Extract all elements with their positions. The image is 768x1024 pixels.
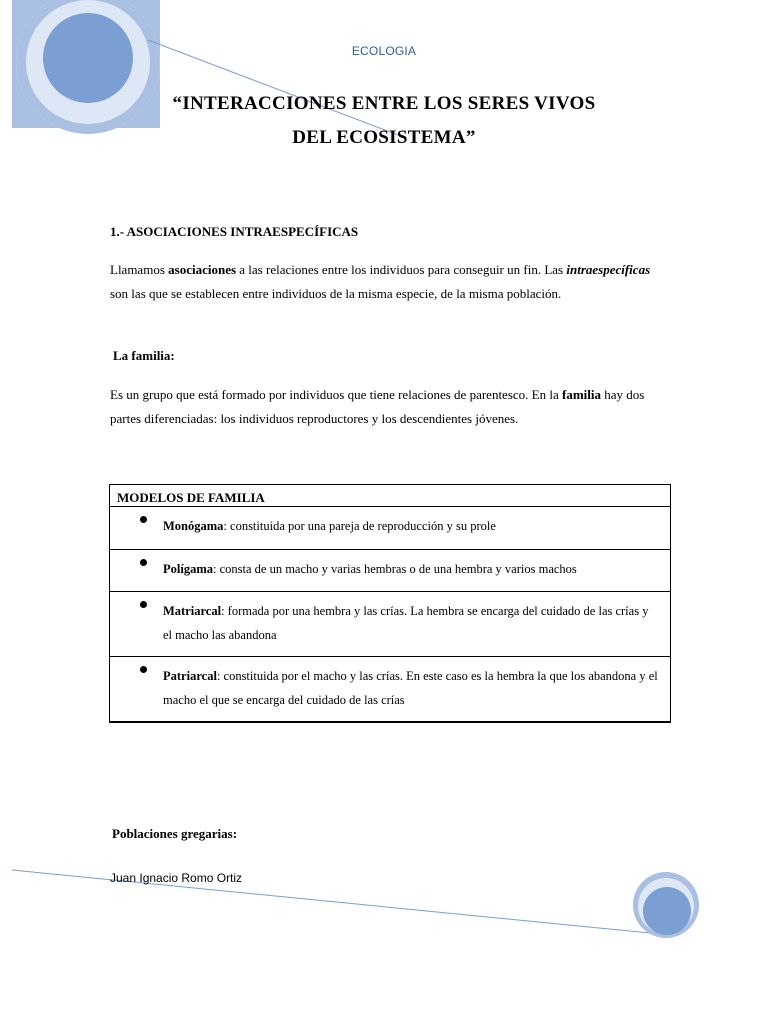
row-term: Matriarcal bbox=[163, 604, 222, 618]
table-row bbox=[110, 657, 670, 721]
bullet-icon bbox=[140, 559, 147, 566]
gregarias-heading: Poblaciones gregarias: bbox=[112, 826, 238, 841]
row-term: Monógama bbox=[163, 519, 224, 533]
familia-paragraph bbox=[110, 383, 670, 430]
section-heading-asociaciones: 1.- ASOCIACIONES INTRAESPECÍFICAS bbox=[110, 224, 359, 239]
table-row bbox=[110, 550, 670, 592]
modelos-familia-table bbox=[109, 484, 671, 723]
row-text: : formada por una hembra y las crías. La hembra se encarga del cuidado de las crías y el macho las abandona bbox=[163, 604, 649, 642]
page-title-line2: DEL ECOSISTEMA” bbox=[292, 127, 476, 148]
para-term-asociaciones: asociaciones bbox=[168, 262, 237, 277]
row-text: : constituida por una pareja de reproducción y su prole bbox=[223, 519, 496, 533]
bullet-icon bbox=[140, 516, 147, 523]
row-term: Polígama bbox=[163, 562, 213, 576]
page-title-line1: “INTERACCIONES ENTRE LOS SERES VIVOS bbox=[172, 93, 596, 114]
para-text: son las que se establecen entre individuos de la misma especie, de la misma población. bbox=[110, 285, 562, 301]
para-term-intraespecificas: intraespecíficas bbox=[566, 262, 651, 277]
table-row bbox=[110, 507, 670, 550]
row-text: : constituida por el macho y las crías. En este caso es la hembra la que los abandona y el macho el que se encarga del cuidado de las crías bbox=[163, 669, 658, 707]
para-text: Llamamos bbox=[110, 262, 169, 277]
asociaciones-paragraph bbox=[110, 258, 670, 305]
bullet-icon bbox=[140, 666, 147, 673]
bottom-circle-icon bbox=[633, 872, 699, 938]
familia-heading: La familia: bbox=[113, 348, 175, 363]
footer-author: Juan Ignacio Romo Ortiz bbox=[110, 871, 243, 885]
para-text: Es un grupo que está formado por individuos que tiene relaciones de parentesco. En la bbox=[110, 387, 562, 402]
header-label: ECOLOGIA bbox=[351, 44, 417, 58]
table-heading: MODELOS DE FAMILIA bbox=[110, 485, 670, 507]
row-text: : consta de un macho y varias hembras o de una hembra y varios machos bbox=[213, 562, 577, 576]
para-text: a las relaciones entre los individuos para conseguir un fin. Las bbox=[236, 262, 567, 277]
table-row bbox=[110, 592, 670, 657]
para-text: hay dos partes diferenciadas: los individuos reproductores y los descendientes jóvenes. bbox=[110, 387, 645, 426]
para-term-familia: familia bbox=[561, 387, 601, 402]
bullet-icon bbox=[140, 601, 147, 608]
row-term: Patriarcal bbox=[163, 669, 217, 683]
